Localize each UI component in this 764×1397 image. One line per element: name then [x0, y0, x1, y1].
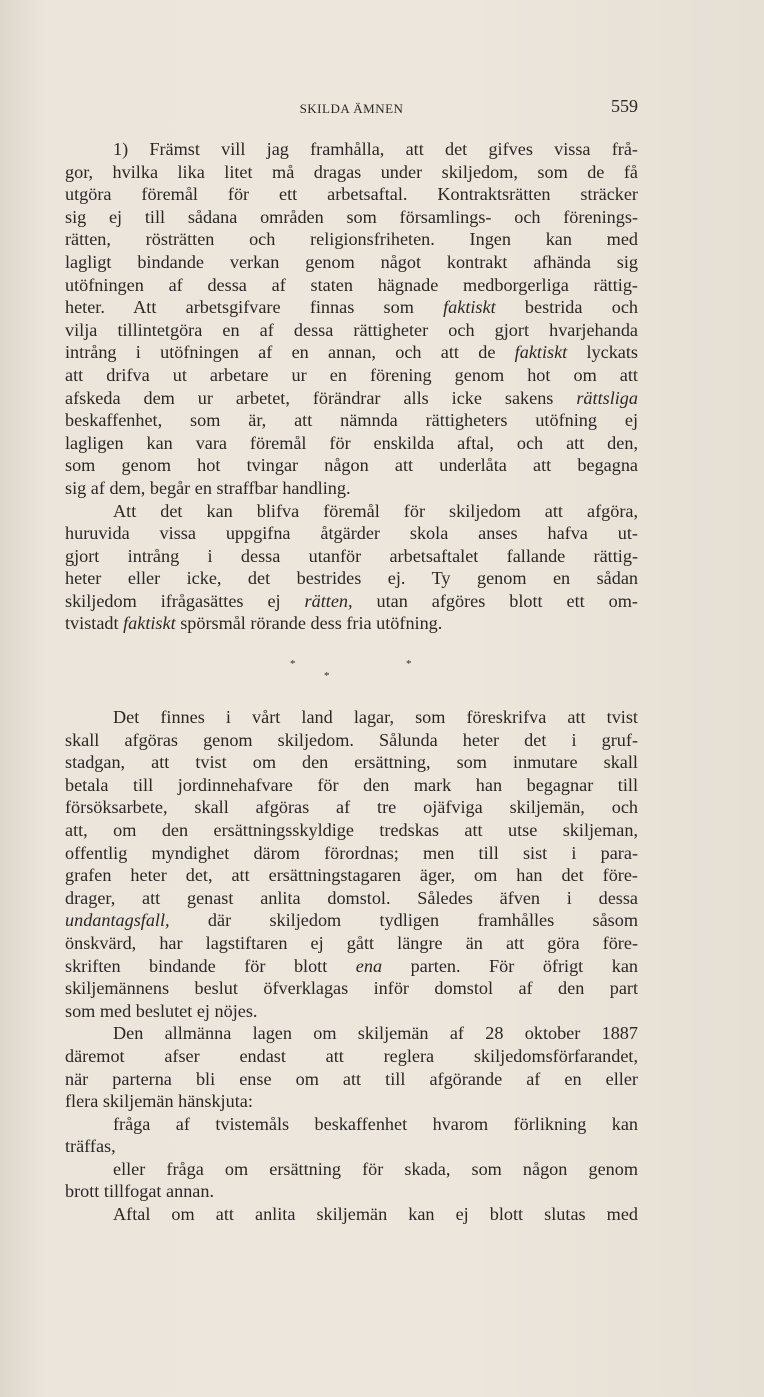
- text-line: lagligt bindande verkan genom något kontrakt afhända sig: [65, 251, 638, 272]
- text-line: sig ej till sådana områden som församlings- och förenings-: [65, 206, 638, 227]
- text-line: [65, 590, 638, 613]
- italic-text: faktiskt: [123, 613, 176, 634]
- text-run: intrång i utöfningen af en annan, och att de: [65, 342, 515, 363]
- text-run: skriften bindande för blott: [65, 955, 356, 976]
- italic-text: faktiskt: [443, 297, 496, 318]
- text-line: huruvida vissa uppgifna åtgärder skola anses hafva ut-: [65, 523, 638, 544]
- text-line: Det finnes i vårt land lagar, som föreskrifva att tvist: [113, 707, 638, 727]
- text-line: skiljemännens beslut öfverklagas inför domstol af den part: [65, 978, 638, 999]
- text-line: [65, 387, 638, 410]
- text-line: flera skiljemän hänskjuta:: [65, 1091, 253, 1112]
- text-run: skiljedom ifrågasättes ej: [65, 590, 305, 611]
- text-line: brott tillfogat annan.: [65, 1181, 214, 1202]
- asterisk: *: [324, 670, 330, 682]
- text-line: som genom hot tvingar någon att underlåta att begagna: [65, 455, 638, 476]
- asterisk: *: [406, 658, 412, 670]
- italic-text: undantagsfall,: [65, 910, 170, 931]
- text-line: 1) Främst vill jag framhålla, att det gifves vissa frå-: [113, 139, 638, 159]
- text-line: däremot afser endast att reglera skiljedomsförfarandet,: [65, 1045, 638, 1066]
- text-line: Att det kan blifva föremål för skiljedom att afgöra,: [113, 500, 638, 521]
- text-line: grafen heter det, att ersättningstagaren äger, om han det före-: [65, 865, 638, 886]
- text-line: betala till jordinnehafvare för den mark han begagnar till: [65, 774, 638, 795]
- text-line: gjort intrång i dessa utanför arbetsaftalet fallande rättig-: [65, 545, 638, 566]
- text-run: tvistadt: [65, 613, 124, 634]
- text-line: utgöra föremål för ett arbetsaftal. Kontraktsrätten sträcker: [65, 184, 638, 205]
- page-number: 559: [611, 96, 638, 116]
- text-line: när parterna bli ense om att till afgörande af en eller: [65, 1068, 638, 1089]
- text-line: skall afgöras genom skiljedom. Sålunda heter det i gruf-: [65, 729, 638, 750]
- text-line: sig af dem, begår en straffbar handling.: [65, 477, 351, 498]
- text-line: [65, 909, 638, 932]
- italic-text: rättsliga: [576, 387, 638, 408]
- text-line: vilja tillintetgöra en af dessa rättigheter och gjort hvarjehanda: [65, 319, 638, 340]
- text-line: eller fråga om ersättning för skada, som någon genom: [113, 1158, 638, 1179]
- text-line: rätten, rösträtten och religionsfriheten. Ingen kan med: [65, 229, 638, 250]
- text-line: offentlig myndighet därom förordnas; men till sist i para-: [65, 842, 638, 863]
- italic-text: rätten,: [304, 590, 353, 611]
- text-line: utöfningen af dessa af staten hägnade medborgerliga rättig-: [65, 274, 638, 295]
- section-separator: [280, 656, 420, 686]
- text-line: [65, 341, 638, 364]
- text-line: önskvärd, har lagstiftaren ej gått längre än att göra före-: [65, 932, 638, 953]
- text-run: utan afgöres blott ett om-: [352, 590, 638, 611]
- text-line: lagligen kan vara föremål för enskilda aftal, och att den,: [65, 432, 638, 453]
- text-line: att drifva ut arbetare ur en förening genom hot om att: [65, 364, 638, 385]
- text-line: Den allmänna lagen om skiljemän af 28 oktober 1887: [113, 1023, 638, 1044]
- running-header: [65, 96, 638, 120]
- italic-text: faktiskt: [514, 342, 568, 363]
- text-run: afskeda dem ur arbetet, förändrar alls icke sakens: [65, 387, 577, 408]
- asterisk: *: [290, 658, 296, 670]
- text-line: som med beslutet ej nöjes.: [65, 1000, 258, 1021]
- text-run: spörsmål rörande dess fria utöfning.: [175, 613, 443, 634]
- section-2-text: [65, 706, 638, 1226]
- text-line: stadgan, att tvist om den ersättning, som inmutare skall: [65, 752, 638, 773]
- text-line: beskaffenhet, som är, att nämnda rättigheters utöfning ej: [65, 410, 638, 431]
- text-line: träffas,: [65, 1136, 116, 1157]
- text-line: gor, hvilka lika litet må dragas under skiljedom, som de få: [65, 161, 638, 182]
- text-line: [65, 955, 638, 978]
- text-line: att, om den ersättningsskyldige tredskas att utse skiljeman,: [65, 819, 638, 840]
- text-line: drager, att genast anlita domstol. Således äfven i dessa: [65, 887, 638, 908]
- text-run: parten. För öfrigt kan: [382, 955, 638, 976]
- text-run: bestrida och: [495, 297, 638, 318]
- text-line: Aftal om att anlita skiljemän kan ej blott slutas med: [113, 1204, 638, 1225]
- section-1-text: [65, 138, 638, 635]
- text-line: [65, 296, 638, 319]
- text-run: där skiljedom tydligen framhålles såsom: [169, 910, 638, 931]
- text-line: heter eller icke, det bestrides ej. Ty genom en sådan: [65, 568, 638, 589]
- text-line: fråga af tvistemåls beskaffenhet hvarom förlikning kan: [113, 1113, 638, 1134]
- italic-text: ena: [355, 955, 383, 976]
- running-title: SKILDA ÄMNEN: [299, 101, 404, 116]
- text-line: försöksarbete, skall afgöras af tre ojäfviga skiljemän, och: [65, 797, 638, 818]
- text-run: heter. Att arbetsgifvare finnas som: [65, 297, 444, 318]
- text-line: [65, 612, 638, 635]
- text-run: lyckats: [567, 342, 638, 363]
